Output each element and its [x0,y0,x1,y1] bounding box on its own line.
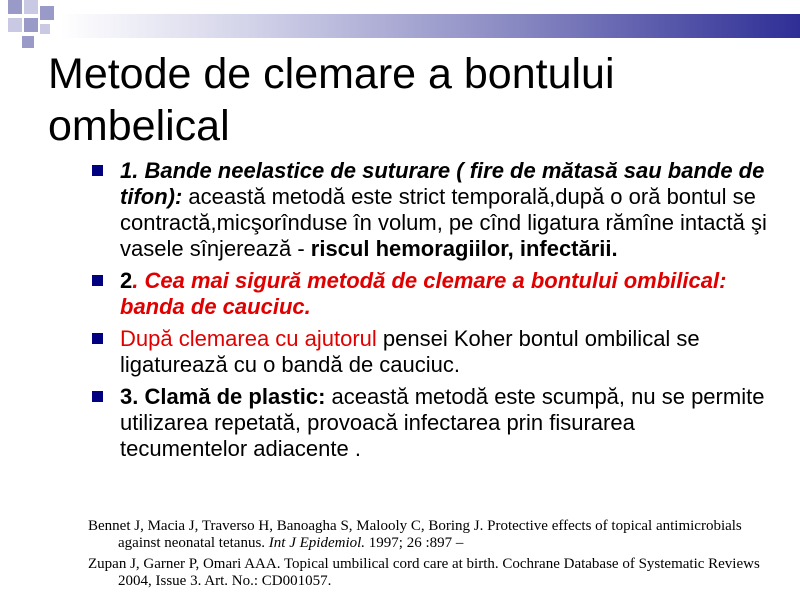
square-bullet-icon [92,333,103,344]
header-gradient-band [60,14,800,38]
references [88,518,768,594]
square-bullet-icon [92,391,103,402]
bullet-item: 3. Clamă de plastic: această metodă este scumpă, nu se permite utilizarea repetată, provoacă infectarea prin fisurarea tecumentelor adiacente . [88,384,768,462]
title-line-1: Metode de clemare a bontului [48,50,615,98]
reference-item: Bennet J, Macia J, Traverso H, Banoagha S, Malooly C, Boring J. Protective effects of topical antimicrobials against neonatal tetanus. Int J Epidemiol. 1997; 26 :897 – [88,518,742,551]
bullet-item: 2. Cea mai sigură metodă de clemare a bontului ombilical: banda de cauciuc. [88,268,768,320]
bullet-item: 1. Bande neelastice de suturare ( fire de mătasă sau bande de tifon): această metodă este strict temporală,după o oră bontul se contractă,micşorînduse în volum, pe cînd ligatura rămîne intactă şi vasele sînjerează - riscul hemoragiilor, infectării. [88,158,768,262]
reference-item: Zupan J, Garner P, Omari AAA. Topical umbilical cord care at birth. Cochrane Database of Systematic Reviews 2004, Issue 3. Art. No.: CD001057. [88,556,760,589]
square-bullet-icon [92,165,103,176]
bullet-list [88,158,768,468]
title-line-2: ombelical [48,102,230,150]
square-bullet-icon [92,275,103,286]
bullet-item: După clemarea cu ajutorul pensei Koher bontul ombilical se ligaturează cu o bandă de cauciuc. [88,326,768,378]
slide-title [48,48,768,152]
